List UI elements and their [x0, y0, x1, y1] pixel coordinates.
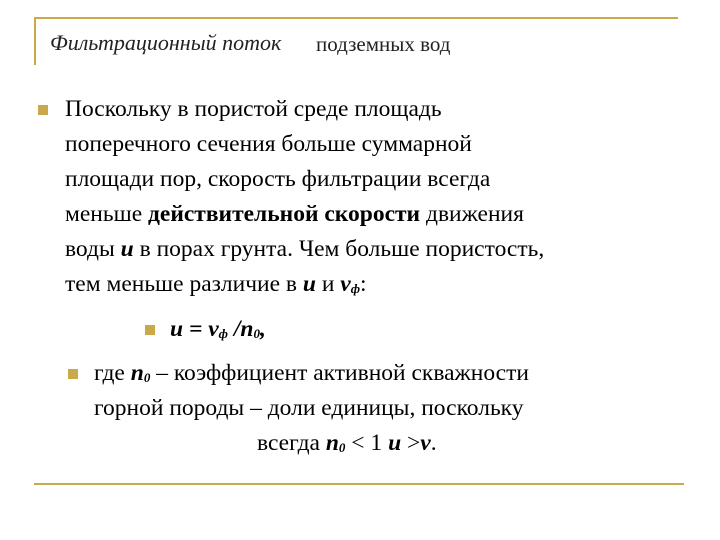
- p1-var-u: u: [120, 236, 134, 262]
- p2-var-n2: n: [325, 430, 339, 456]
- p1-text-1: Поскольку в пористой среде площадь: [65, 96, 442, 122]
- p2-var-u: u: [388, 430, 402, 456]
- p2-line-3: [257, 425, 437, 466]
- title-part-a: Фильтрационный поток: [50, 30, 282, 55]
- p2-text-2: горной породы – доли единицы, поскольку: [94, 395, 524, 421]
- p1-line-2: [65, 126, 472, 162]
- p1-text-4a: меньше: [65, 201, 148, 227]
- p1-text-6and: и: [315, 271, 341, 297]
- formula-lhs: u = v: [170, 316, 219, 342]
- title-part-b: подземных вод: [316, 32, 451, 56]
- p1-text-4b: движения: [420, 201, 524, 227]
- p2-var-n-sub: 0: [143, 370, 151, 385]
- slide-title: [50, 30, 570, 62]
- p2-line-2: [94, 390, 524, 426]
- p1-var-v: v: [340, 271, 351, 297]
- p2-text-3a: всегда: [257, 430, 326, 456]
- p1-line-1: [65, 91, 442, 127]
- p1-text-3: площади пор, скорость фильтрации всегда: [65, 166, 491, 192]
- formula-sub-f: ф: [218, 326, 228, 341]
- p1-var-v-sub: ф: [350, 281, 361, 296]
- formula-comma: ,: [259, 316, 266, 342]
- p1-line-6: [65, 266, 367, 307]
- bullet-formula: [145, 325, 155, 335]
- bullet-1: [38, 105, 48, 115]
- p1-line-4: [65, 196, 524, 232]
- p2-text-1b: – коэффициент активной скважности: [150, 360, 529, 386]
- formula-sub-0: 0: [253, 326, 260, 341]
- p1-line-3: [65, 161, 490, 197]
- p2-text-1a: где: [94, 360, 131, 386]
- p2-text-3mid: < 1: [345, 430, 389, 456]
- formula-slash-n: /n: [227, 316, 254, 342]
- p2-var-n: n: [130, 360, 144, 386]
- p2-var-n2-sub: 0: [338, 440, 346, 455]
- p1-text-5b: в порах грунта. Чем больше пористость,: [133, 236, 545, 262]
- frame-bottom-rule: [34, 483, 684, 485]
- p1-text-6a: тем меньше различие в: [65, 271, 303, 297]
- p2-text-3gt: >: [401, 430, 421, 456]
- p1-text-5a: воды: [65, 236, 121, 262]
- p2-var-v: v: [420, 430, 431, 456]
- p2-text-3dot: .: [430, 430, 437, 456]
- p1-colon: :: [360, 271, 367, 297]
- p1-var-u2: u: [302, 271, 316, 297]
- p1-text-2: поперечного сечения больше суммарной: [65, 131, 472, 157]
- bullet-2: [68, 369, 78, 379]
- p1-text-4-bold: действительной скорости: [148, 201, 421, 227]
- formula-line: [170, 311, 266, 352]
- p1-line-5: [65, 231, 544, 267]
- frame-left-rule: [34, 17, 36, 65]
- frame-top-rule: [34, 17, 678, 19]
